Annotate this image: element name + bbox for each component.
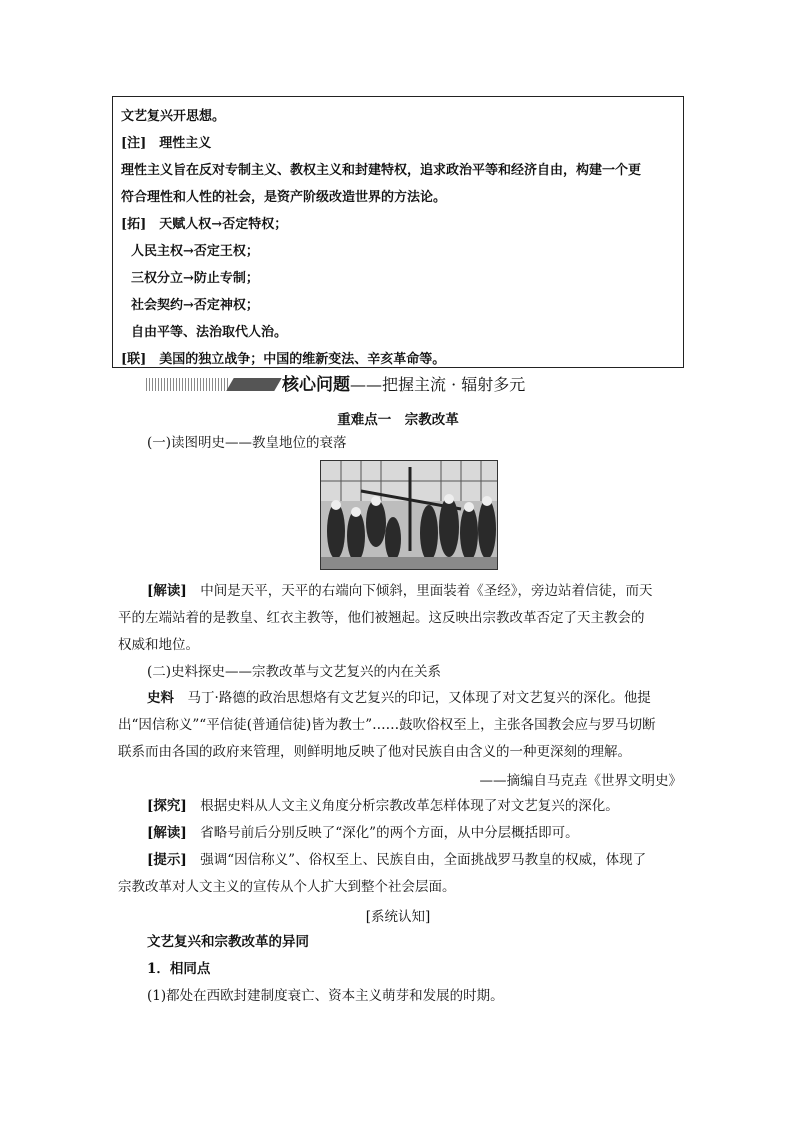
box-line: 符合理性和人性的社会，是资产阶级改造世界的方法论。: [121, 190, 447, 205]
compare-title: 文艺复兴和宗教改革的异同: [147, 934, 309, 950]
box-line: [注] 理性主义: [121, 136, 212, 151]
banner-slant: [226, 378, 282, 391]
notes-box: [112, 96, 684, 368]
interpret-1-line: [147, 581, 653, 601]
hint-tag: [提示]: [147, 852, 187, 868]
banner-title-text: 核心问题: [282, 375, 350, 395]
box-line: [联] 美国的独立战争；中国的维新变法、辛亥革命等。: [121, 352, 446, 367]
box-line: 三权分立→防止专制；: [131, 271, 259, 286]
interpret-2-line: [147, 823, 579, 843]
box-line: [拓] 天赋人权→否定特权；: [121, 217, 288, 232]
box-line: 理性主义旨在反对专制主义、教权主义和封建特权，追求政治平等和经济自由，构建一个更: [121, 163, 642, 178]
box-line: 社会契约→否定神权；: [131, 298, 259, 313]
interpret-1-line: 平的左端站着的是教皇、红衣主教等，他们被翘起。这反映出宗教改革否定了天主教会的: [118, 610, 645, 626]
box-line: 人民主权→否定王权；: [131, 244, 259, 259]
source-line: [147, 688, 651, 708]
source-line: 出“因信称义”“平信徒(普通信徒)皆为教士”……鼓吹俗权至上，主张各国教会应与罗马切断: [118, 717, 656, 733]
box-line: 自由平等、法治取代人治。: [131, 325, 288, 340]
banner-stripes: [146, 378, 228, 391]
hint-text: 强调“因信称义”、俗权至上、民族自由，全面挑战罗马教皇的权威，体现了: [186, 852, 647, 868]
section-heading: 重难点一 宗教改革: [337, 412, 459, 428]
citation: ——摘编自马克垚《世界文明史》: [479, 773, 682, 789]
explore-tag: [探究]: [147, 798, 187, 814]
subheading-1: (一)读图明史——教皇地位的衰落: [147, 435, 347, 451]
point-1-heading: 1．相同点: [147, 961, 211, 977]
historical-illustration: [320, 460, 498, 570]
source-text: 马丁·路德的政治思想烙有文艺复兴的印记，又体现了对文艺复兴的深化。他提: [174, 690, 651, 706]
hint-line: 宗教改革对人文主义的宣传从个人扩大到整个社会层面。: [118, 879, 456, 895]
source-line: 联系而由各国的政府来管理，则鲜明地反映了他对民族自由含义的一种更深刻的理解。: [118, 744, 631, 760]
interpret-1-line: 权威和地位。: [118, 637, 199, 653]
interpret-text: 省略号前后分别反映了“深化”的两个方面，从中分层概括即可。: [186, 825, 579, 841]
box-line: 文艺复兴开思想。: [121, 109, 226, 124]
engraving-graphic: [321, 461, 498, 570]
subheading-2: (二)史料探史——宗教改革与文艺复兴的内在关系: [147, 664, 442, 680]
system-heading: [系统认知]: [365, 909, 431, 925]
explore-line: [147, 796, 619, 816]
interpret-tag: [解读]: [147, 825, 187, 841]
point-1-item: (1)都处在西欧封建制度衰亡、资本主义萌芽和发展的时期。: [147, 988, 504, 1004]
source-tag: 史料: [147, 690, 174, 706]
banner-subtitle: ——把握主流 · 辐射多元: [350, 375, 526, 394]
banner-title: [282, 373, 525, 397]
interpret-text: 中间是天平，天平的右端向下倾斜，里面装着《圣经》，旁边站着信徒，而天: [186, 583, 653, 599]
hint-line: [147, 850, 646, 870]
explore-text: 根据史料从人文主义角度分析宗教改革怎样体现了对文艺复兴的深化。: [186, 798, 619, 814]
interpret-tag: [解读]: [147, 583, 187, 599]
section-banner: [146, 373, 686, 399]
